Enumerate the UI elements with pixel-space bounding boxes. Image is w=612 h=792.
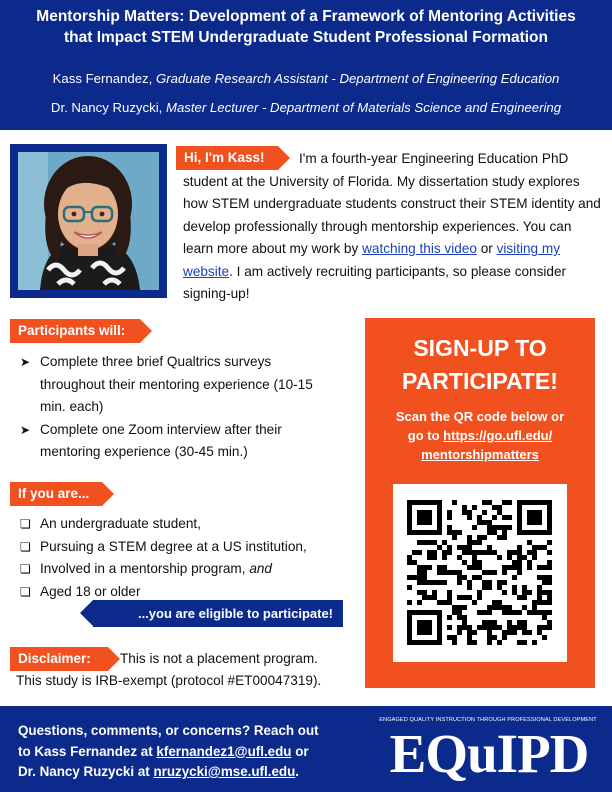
and-word: and	[249, 561, 272, 576]
checkbox-icon: ❏	[20, 539, 31, 554]
qr-code-graphic	[393, 484, 567, 662]
disclaimer-text-1: This is not a placement program.	[120, 651, 318, 666]
video-link[interactable]: watching this video	[362, 241, 477, 256]
title-line-1: Mentorship Matters: Development of a Framework of Mentoring Activities	[36, 8, 576, 25]
eligibility-item-3	[40, 558, 272, 581]
list-item	[20, 419, 320, 464]
checkbox-icon: ❏	[20, 562, 31, 576]
contact-line-2-suffix: or	[291, 743, 309, 759]
signup-sub-1: Scan the QR code below or	[395, 409, 565, 424]
participant-item-1: Complete three brief Qualtrics surveys throughout their mentoring experience (10-15 min. each)	[40, 354, 313, 414]
list-item	[20, 351, 320, 419]
signup-url-1[interactable]: https://go.ufl.edu/	[443, 428, 553, 443]
intro-text-1: I'm a fourth-year Engineering Education PhD student at the University of Florida. My dissertation study explores how STEM undergraduate students construct their STEM identity and develop professionally through mentorship experiences. You can learn more about my work by	[183, 151, 601, 256]
portrait-illustration	[18, 152, 159, 290]
email-link-2[interactable]: nruzycki@mse.ufl.edu	[153, 764, 296, 779]
author-1	[0, 70, 612, 87]
intro-text-2: or	[476, 241, 497, 256]
arrow-bullet-icon: ➤	[20, 422, 31, 437]
eligibility-item-2: Pursuing a STEM degree at a US institution,	[40, 538, 307, 554]
contact-line-1: Questions, comments, or concerns? Reach out	[18, 723, 319, 738]
checkbox-icon: ❏	[20, 584, 31, 599]
signup-sub-prefix: go to	[407, 428, 444, 443]
list-item	[20, 513, 350, 536]
qr-code-icon[interactable]	[393, 484, 567, 662]
eligibility-list	[20, 513, 350, 603]
signup-panel	[365, 318, 595, 688]
eligibility-item-1: An undergraduate student,	[40, 516, 201, 531]
disclaimer-text-2: This study is IRB-exempt (protocol #ET00047319).	[16, 673, 322, 688]
title-line-2: that Impact STEM Undergraduate Student Professional Formation	[64, 29, 548, 46]
website-link[interactable]: visiting my website	[183, 241, 561, 279]
intro-text-3: . I am actively recruiting participants, so please consider signing-up!	[183, 263, 567, 301]
contact-line-2-prefix: to Kass Fernandez at	[18, 743, 157, 759]
signup-heading-2: PARTICIPATE!	[402, 368, 558, 394]
footer-banner	[0, 706, 612, 792]
disclaimer-tag: Disclaimer:	[10, 647, 108, 671]
checkbox-icon: ❏	[20, 517, 31, 531]
contact-line-3-suffix: .	[295, 764, 299, 779]
signup-sub-2	[365, 426, 595, 445]
contact-line-2	[18, 742, 378, 763]
arrow-bullet-icon: ➤	[20, 355, 31, 369]
list-item	[20, 536, 350, 559]
signup-instructions	[365, 407, 595, 464]
signup-heading	[365, 332, 595, 398]
signup-url-2[interactable]: mentorshipmatters	[421, 447, 539, 462]
contact-line-3	[18, 762, 378, 783]
contact-line-3-prefix: Dr. Nancy Ruzycki at	[18, 764, 154, 779]
portrait-photo	[18, 152, 159, 290]
equipd-logo: EQuIPD	[389, 723, 589, 784]
author-2	[0, 99, 612, 116]
signup-sub-3	[365, 445, 595, 464]
participants-tag: Participants will:	[10, 319, 140, 343]
intro-paragraph	[183, 148, 603, 306]
participant-item-2: Complete one Zoom interview after their mentoring experience (30-45 min.)	[40, 421, 282, 459]
eligibility-item-3-text: Involved in a mentorship program,	[40, 561, 246, 576]
signup-heading-1: SIGN-UP TO	[413, 335, 547, 361]
author-2-role: Master Lecturer - Department of Materials Science and Engineering	[165, 100, 562, 115]
email-link-1[interactable]: kfernandez1@ufl.edu	[156, 743, 292, 759]
author-1-role: Graduate Research Assistant - Department of Engineering Education	[155, 71, 560, 86]
author-2-name: Dr. Nancy Ruzycki,	[50, 100, 163, 115]
list-item	[20, 558, 350, 581]
header-banner	[0, 0, 612, 130]
author-1-name: Kass Fernandez,	[52, 71, 153, 86]
eligible-banner: ...you are eligible to participate!	[93, 600, 343, 627]
portrait-frame	[10, 144, 167, 298]
participants-list	[20, 351, 320, 464]
logo-tagline: ENGAGED QUALITY INSTRUCTION THROUGH PROFESSIONAL DEVELOPMENT	[379, 717, 597, 723]
eligibility-tag: If you are...	[10, 482, 102, 506]
intro-tag: Hi, I'm Kass!	[176, 146, 278, 170]
contact-info	[18, 721, 378, 783]
eligibility-item-4: Aged 18 or older	[40, 583, 141, 599]
page-title	[0, 6, 612, 48]
